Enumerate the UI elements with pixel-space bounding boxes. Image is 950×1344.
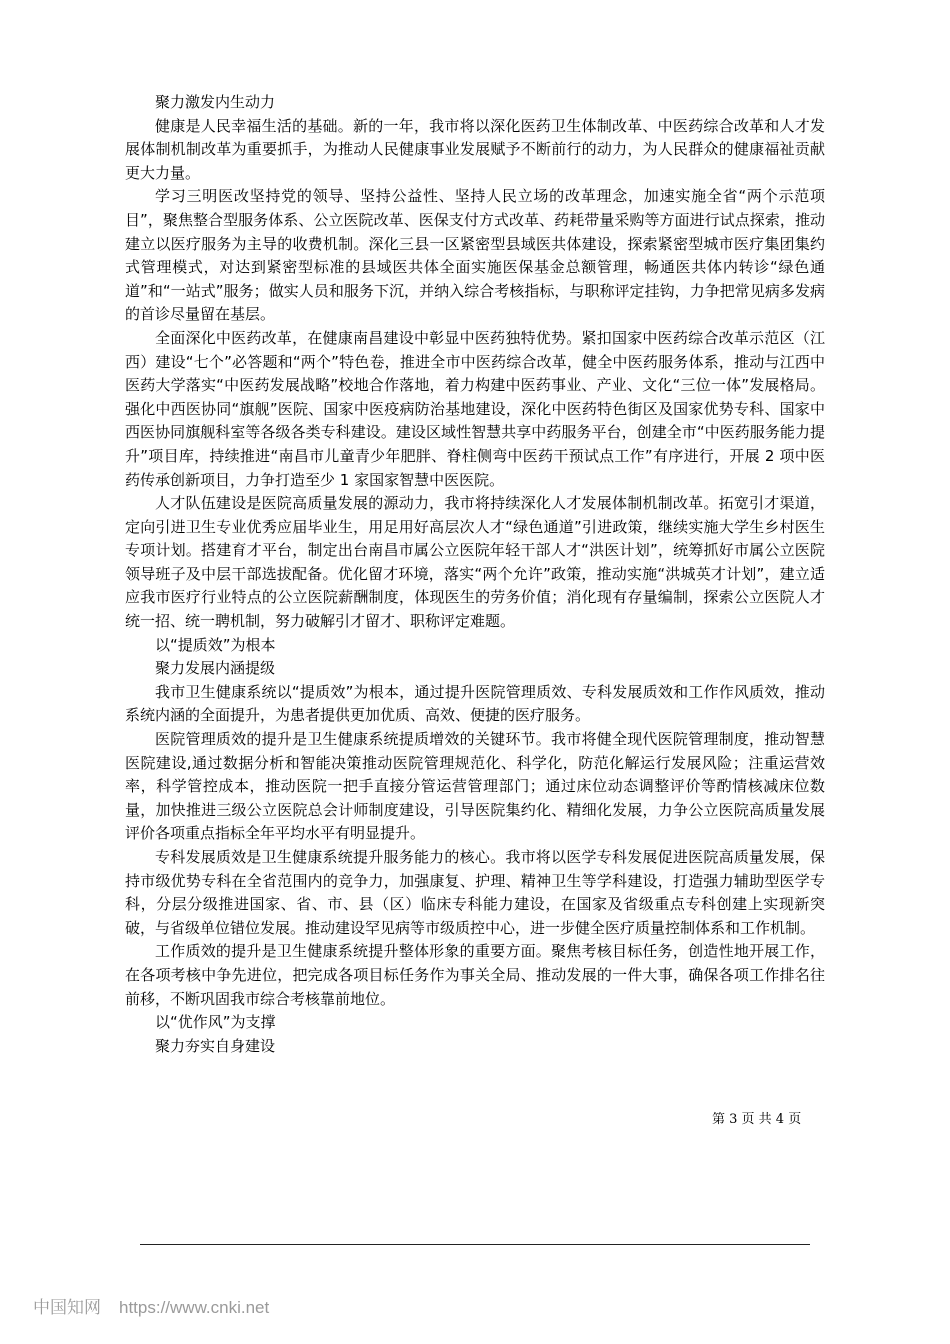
paragraph: 学习三明医改坚持党的领导、坚持公益性、坚持人民立场的改革理念，加速实施全省“两个示范项目”，聚焦整合型服务体系、公立医院改革、医保支付方式改革、药耗带量采购等方面进行试点探索，推动建立以医疗服务为主导的收费机制。深化三县一区紧密型县域医共体建设，探索紧密型城市医疗集团集约式管理模式，对达到紧密型标准的县域医共体全面实施医保基金总额管理，畅通医共体内转诊“绿色通道”和“一站式”服务；做实人员和服务下沉，并纳入综合考核指标，与职称评定挂钩，力争把常见病多发病的首诊尽量留在基层。 <box>125 187 825 324</box>
watermark-brand: 中国知网 <box>33 1298 101 1317</box>
page-number: 第 3 页 共 4 页 <box>712 1112 802 1127</box>
paragraph: 专科发展质效是卫生健康系统提升服务能力的核心。我市将以医学专科发展促进医院高质量发展，保持市级优势专科在全省范围内的竞争力，加强康复、护理、精神卫生等学科建设，打造强力辅助型医学专科，分层分级推进国家、省、市、县（区）临床专科能力建设，在国家及省级重点专科创建上实现新突破，与省级单位错位发展。推动建设罕见病等市级质控中心，进一步健全医疗质量控制体系和工作机制。 <box>125 848 825 937</box>
subheading: 聚力夯实自身建设 <box>155 1036 276 1055</box>
cnki-watermark <box>33 1293 269 1318</box>
watermark-url: https://www.cnki.net <box>119 1298 270 1317</box>
section-heading: 以“优作风”为支撑 <box>155 1013 276 1032</box>
paragraph: 全面深化中医药改革，在健康南昌建设中彰显中医药独特优势。紧扣国家中医药综合改革示范区（江西）建设“七个”必答题和“两个”特色卷，推进全市中医药综合改革，健全中医药服务体系，推动与江西中医药大学落实“中医药发展战略”校地合作落地，着力构建中医药事业、产业、文化“三位一体”发展格局。强化中西医协同“旗舰”医院、国家中医疫病防治基地建设，深化中医药特色街区及国家优势专科、国家中西医协同旗舰科室等各级各类专科建设。建设区域性智慧共享中药服务平台，创建全市“中医药服务能力提升”项目库，持续推进“南昌市儿童青少年肥胖、脊柱侧弯中医药干预试点工作”有序进行，开展 2 项中医药传承创新项目，力争打造至少 1 家国家智慧中医医院。 <box>125 328 825 489</box>
subheading: 聚力发展内涵提级 <box>155 659 276 678</box>
section-heading: 以“提质效”为根本 <box>155 635 276 654</box>
paragraph: 我市卫生健康系统以“提质效”为根本，通过提升医院管理质效、专科发展质效和工作作风质效，推动系统内涵的全面提升，为患者提供更加优质、高效、便捷的医疗服务。 <box>125 682 825 725</box>
paragraph: 工作质效的提升是卫生健康系统提升整体形象的重要方面。聚焦考核目标任务，创造性地开展工作，在各项考核中争先进位，把完成各项目标任务作为事关全局、推动发展的一件大事，确保各项工作排名往前移，不断巩固我市综合考核靠前地位。 <box>125 942 825 1008</box>
article-body <box>125 91 825 1058</box>
paragraph: 医院管理质效的提升是卫生健康系统提质增效的关键环节。我市将健全现代医院管理制度，推动智慧医院建设,通过数据分析和智能决策推动医院管理规范化、科学化，防范化解运行发展风险；注重运营效率，科学管控成本，推动医院一把手直接分管运营管理部门；通过床位动态调整评价等酌情核减床位数量，加快推进三级公立医院总会计师制度建设，引导医院集约化、精细化发展，力争公立医院高质量发展评价各项重点指标全年平均水平有明显提升。 <box>125 730 825 843</box>
subheading: 聚力激发内生动力 <box>155 93 276 111</box>
paragraph: 健康是人民幸福生活的基础。新的一年，我市将以深化医药卫生体制改革、中医药综合改革和人才发展体制机制改革为重要抓手，为推动人民健康事业发展赋予不断前行的动力，为人民群众的健康福祉贡献更大力量。 <box>125 116 825 182</box>
footer-divider <box>140 1244 810 1245</box>
paragraph: 人才队伍建设是医院高质量发展的源动力，我市将持续深化人才发展体制机制改革。拓宽引才渠道，定向引进卫生专业优秀应届毕业生，用足用好高层次人才“绿色通道”引进政策，继续实施大学生乡村医生专项计划。搭建育才平台，制定出台南昌市属公立医院年轻干部人才“洪医计划”，统筹抓好市属公立医院领导班子及中层干部选拔配备。优化留才环境，落实“两个允许”政策，推动实施“洪城英才计划”，建立适应我市医疗行业特点的公立医院薪酬制度，体现医生的劳务价值；消化现有存量编制，探索公立医院人才统一招、统一聘机制，努力破解引才留才、职称评定难题。 <box>125 494 825 631</box>
